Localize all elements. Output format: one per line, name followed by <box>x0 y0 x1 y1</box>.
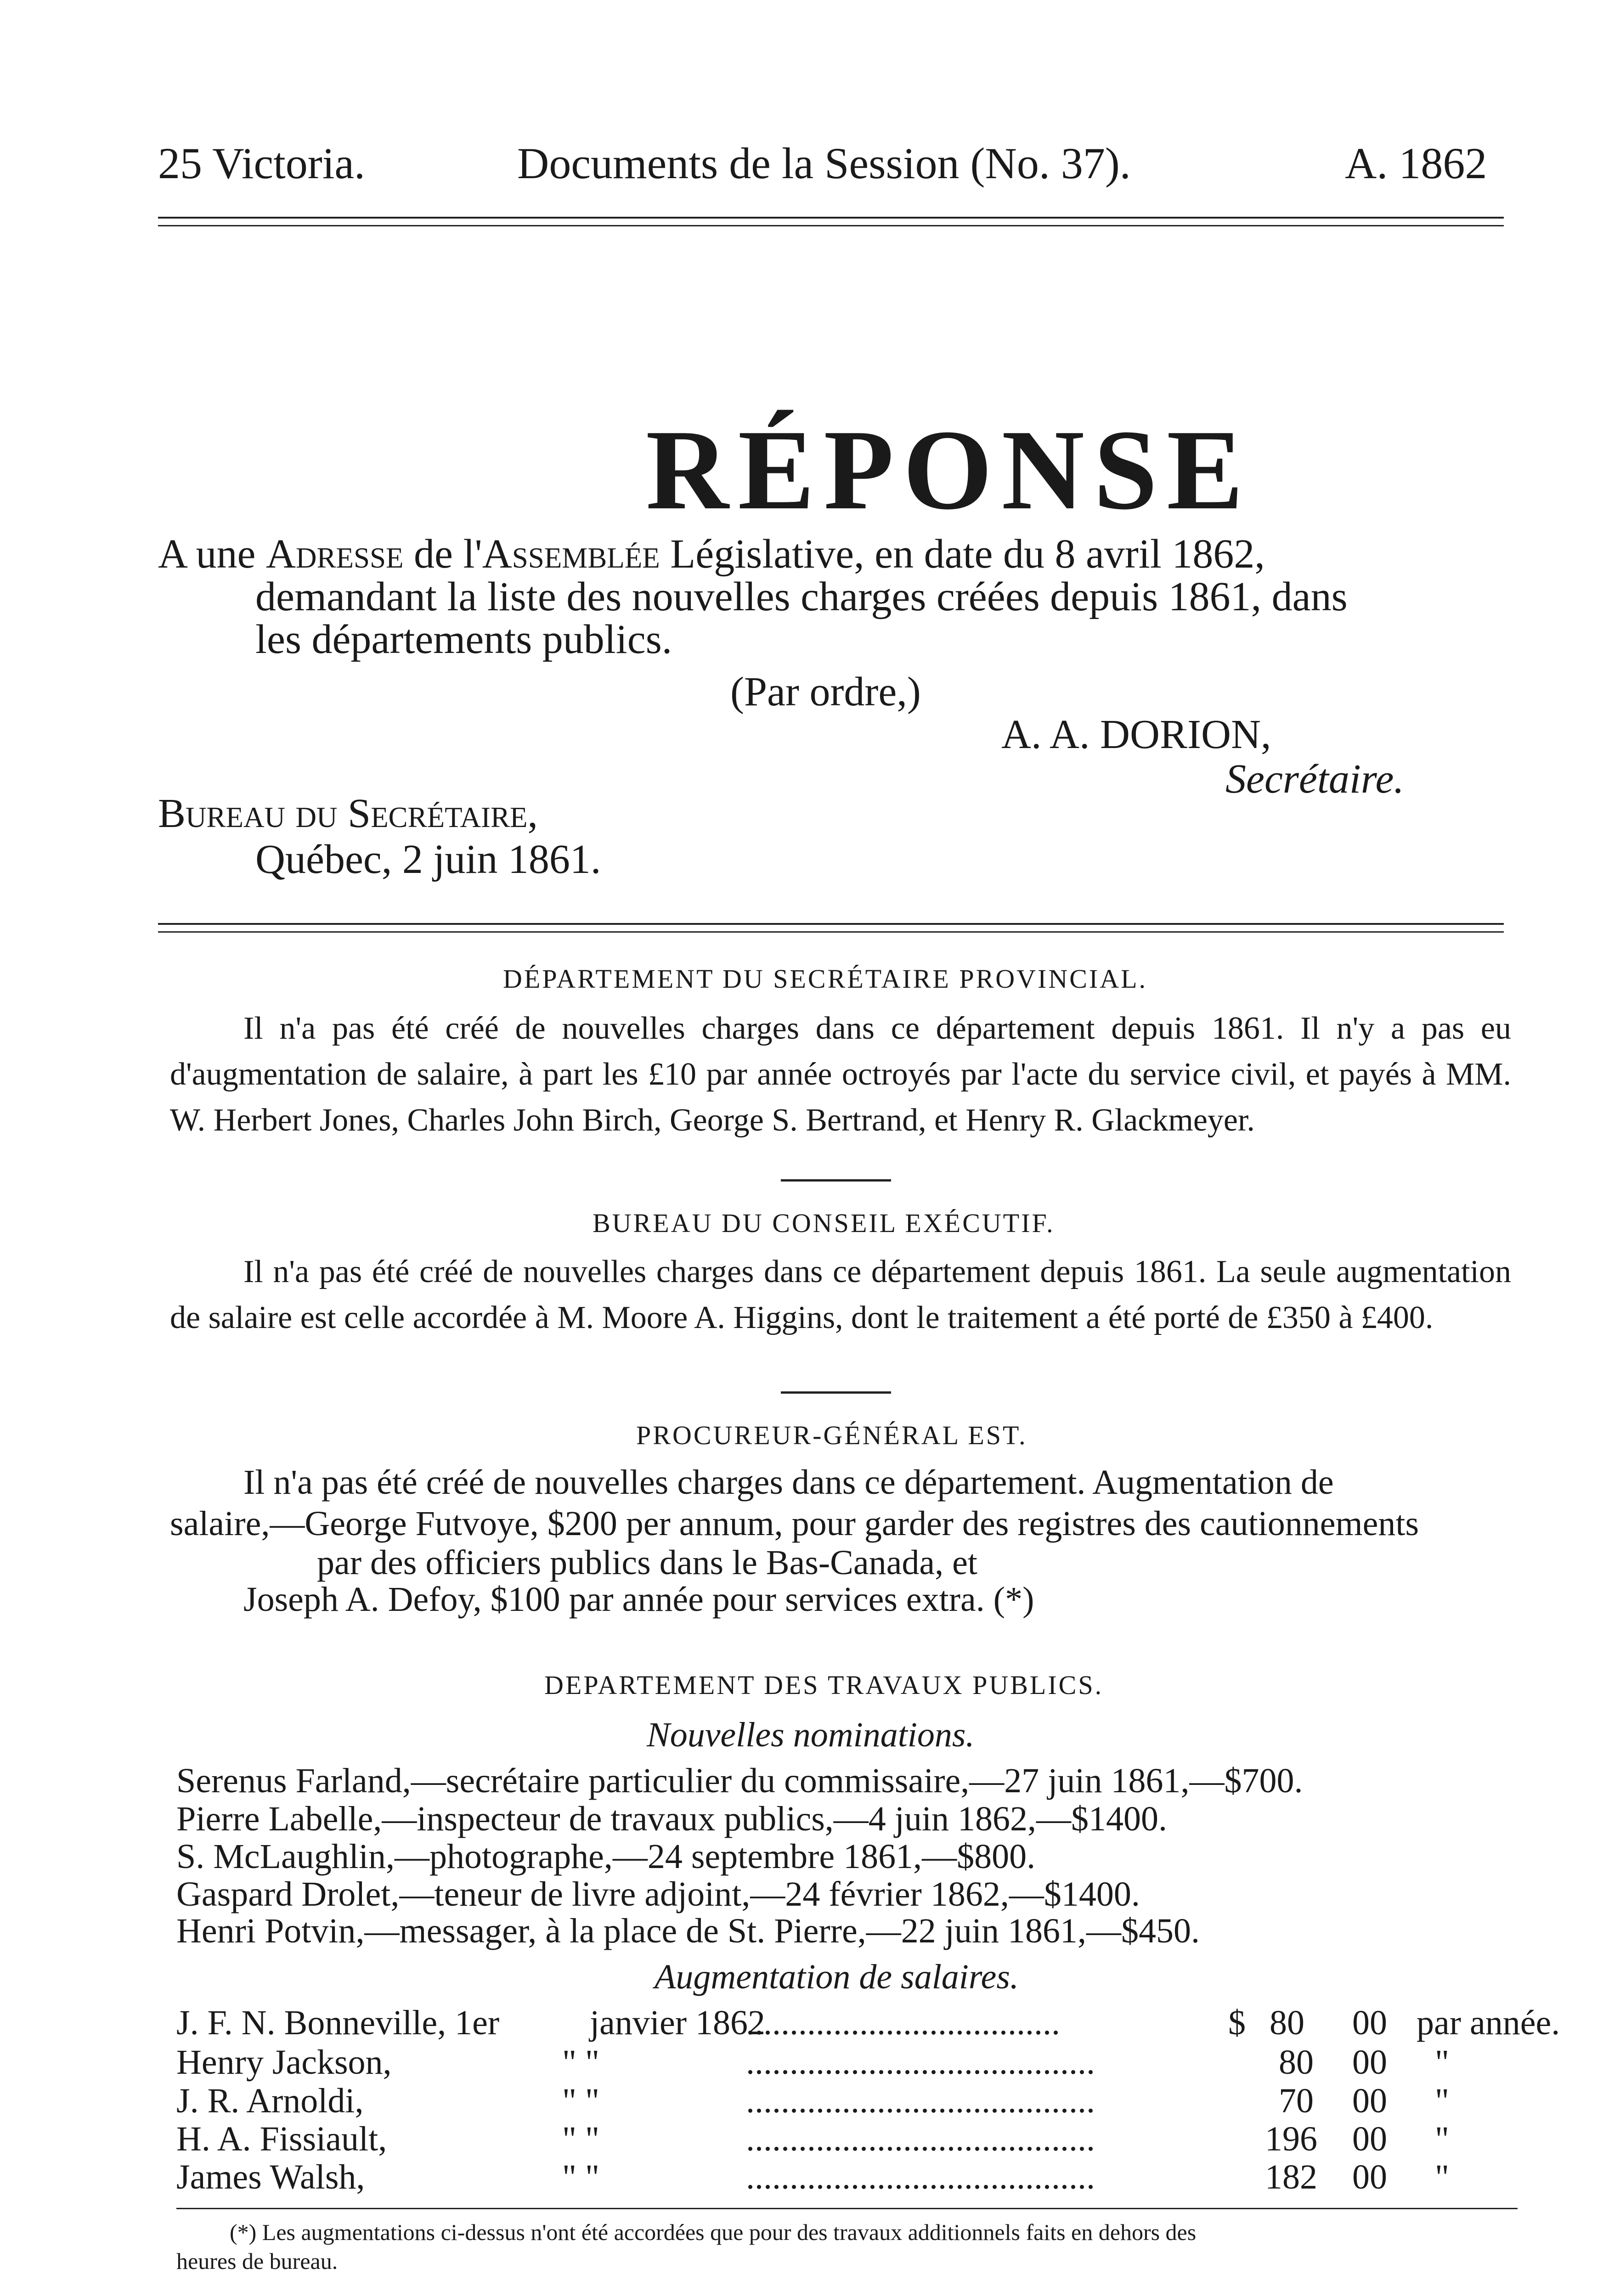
raise-leader-dots: ........................................ <box>746 2120 1095 2158</box>
raise-date: " " <box>562 2043 600 2082</box>
bureau-line-1: Bureau du Secrétaire, <box>158 791 538 836</box>
header-rule-2 <box>158 225 1504 226</box>
footnote-rule <box>176 2208 1518 2209</box>
raise-leader-dots: ........................................ <box>746 2043 1095 2082</box>
raise-name: J. R. Arnoldi, <box>176 2082 364 2120</box>
raise-leader-dots: ........................................ <box>746 2158 1095 2196</box>
raise-name: J. F. N. Bonneville, 1er <box>176 2003 500 2042</box>
procureur-line-3: par des officiers publics dans le Bas-Canada, et <box>317 1543 977 1582</box>
address-text-e: Législative, en date du 8 avril 1862, <box>660 531 1265 577</box>
signatory-title: Secrétaire. <box>1225 756 1405 802</box>
raise-unit: " <box>1435 2043 1450 2082</box>
raise-name: James Walsh, <box>176 2158 365 2196</box>
raise-unit: " <box>1435 2120 1450 2158</box>
raise-date: janvier 1862 <box>590 2003 766 2042</box>
raise-leader-dots: .................................... <box>746 2003 1060 2042</box>
nomination-item: S. McLaughlin,—photographe,—24 septembre 1861,—$800. <box>176 1837 1036 1876</box>
procureur-line-1: Il n'a pas été créé de nouvelles charges dans ce département. Augmentation de <box>243 1463 1334 1502</box>
address-text-a: A une <box>158 531 266 577</box>
raise-dollars: 182 <box>1265 2158 1317 2196</box>
section-heading-procureur: PROCUREUR-GÉNÉRAL EST. <box>636 1420 1027 1450</box>
raise-name: H. A. Fissiault, <box>176 2120 387 2158</box>
address-line-2: demandant la liste des nouvelles charges créées depuis 1861, dans <box>255 574 1348 619</box>
section-paragraph-conseil: Il n'a pas été créé de nouvelles charges dans ce département depuis 1861. La seule augmentation de salaire est celle accordée à M. Moore A. Higgins, dont le traitement a été porté de £350 à £400. <box>170 1254 1511 1335</box>
nomination-item: Henri Potvin,—messager, à la place de St. Pierre,—22 juin 1861,—$450. <box>176 1912 1200 1950</box>
section-text-secretaire <box>170 1006 1511 1143</box>
section-divider-double-1 <box>158 923 1504 925</box>
raise-date: " " <box>562 2082 600 2120</box>
page-title: RÉPONSE <box>646 406 1253 534</box>
raise-currency: $ <box>1228 2003 1246 2042</box>
raise-dollars: 80 <box>1270 2003 1304 2042</box>
raise-cents: 00 <box>1352 2120 1387 2158</box>
footnote-line-1: (*) Les augmentations ci-dessus n'ont été accordées que pour des travaux additionnels faits en dehors des <box>230 2219 1197 2245</box>
raise-dollars: 80 <box>1279 2043 1314 2082</box>
header-volume: 25 Victoria. <box>158 139 366 188</box>
address-text-b: Adresse <box>265 531 404 577</box>
section-heading-secretaire: DÉPARTEMENT DU SECRÉTAIRE PROVINCIAL. <box>503 964 1148 994</box>
procureur-line-2: salaire,—George Futvoye, $200 per annum, pour garder des registres des cautionnements <box>170 1504 1419 1543</box>
raise-dollars: 70 <box>1279 2082 1314 2120</box>
raise-cents: 00 <box>1352 2082 1387 2120</box>
nomination-item: Pierre Labelle,—inspecteur de travaux publics,—4 juin 1862,—$1400. <box>176 1800 1168 1838</box>
section-text-conseil <box>170 1249 1511 1341</box>
section-heading-conseil: BUREAU DU CONSEIL EXÉCUTIF. <box>593 1208 1055 1238</box>
raise-date: " " <box>562 2158 600 2196</box>
subheading-raises: Augmentation de salaires. <box>655 1958 1019 1996</box>
short-divider-1 <box>781 1179 891 1182</box>
order-note: (Par ordre,) <box>730 669 921 715</box>
raise-row <box>176 2003 1564 2049</box>
header-rule <box>158 217 1504 219</box>
signatory-name: A. A. DORION, <box>1001 712 1271 757</box>
address-line-3: les départements publics. <box>255 617 672 662</box>
raise-unit: par année. <box>1417 2003 1560 2042</box>
header-year: A. 1862 <box>1345 139 1487 188</box>
raise-name: Henry Jackson, <box>176 2043 392 2082</box>
address-text-d: Assemblée <box>482 531 660 577</box>
short-divider-2 <box>781 1391 891 1394</box>
raise-row <box>176 2157 1564 2203</box>
raise-cents: 00 <box>1352 2043 1387 2082</box>
section-divider-double-2 <box>158 931 1504 933</box>
section-paragraph-secretaire: Il n'a pas été créé de nouvelles charges dans ce département depuis 1861. Il n'y a pas eu d'augmentation de salaire, à part les £10 par année octroyés par l'acte du service civil, et payés à MM. W. Herbert Jones, Charles John Birch, George S. Bertrand, et Henry R. Glackmeyer. <box>170 1011 1511 1138</box>
section-heading-travaux: DEPARTEMENT DES TRAVAUX PUBLICS. <box>544 1670 1104 1700</box>
raise-cents: 00 <box>1352 2158 1387 2196</box>
nomination-item: Serenus Farland,—secrétaire particulier du commissaire,—27 juin 1861,—$700. <box>176 1761 1303 1800</box>
raise-leader-dots: ........................................ <box>746 2082 1095 2120</box>
nomination-item: Gaspard Drolet,—teneur de livre adjoint,—24 février 1862,—$1400. <box>176 1875 1140 1913</box>
footnote-line-2: heures de bureau. <box>176 2248 338 2274</box>
address-text-c: de l' <box>403 531 482 577</box>
raise-unit: " <box>1435 2158 1450 2196</box>
raise-unit: " <box>1435 2082 1450 2120</box>
bureau-line-2: Québec, 2 juin 1861. <box>255 837 601 882</box>
address-line-1 <box>158 530 1265 578</box>
procureur-line-4: Joseph A. Defoy, $100 par année pour services extra. (*) <box>243 1580 1034 1619</box>
raise-dollars: 196 <box>1265 2120 1317 2158</box>
raise-cents: 00 <box>1352 2003 1387 2042</box>
subheading-nominations: Nouvelles nominations. <box>647 1716 975 1754</box>
header-document-title: Documents de la Session (No. 37). <box>517 139 1131 188</box>
raise-date: " " <box>562 2120 600 2158</box>
